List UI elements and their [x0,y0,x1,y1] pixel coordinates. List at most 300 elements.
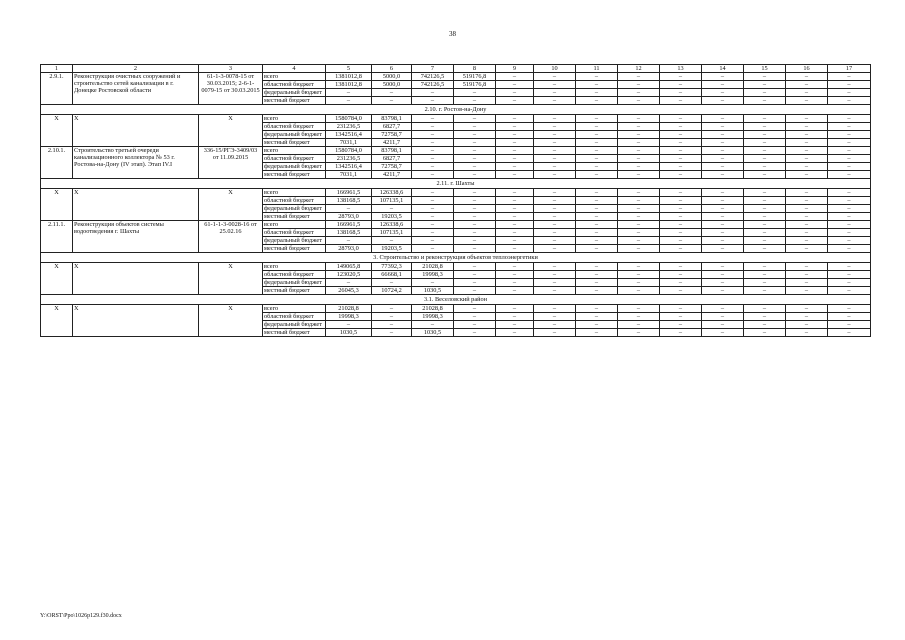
value-cell: – [660,189,702,197]
header-col-4: 4 [263,65,326,73]
value-cell: – [744,263,786,271]
value-cell: 1342516,4 [326,131,372,139]
value-cell: – [618,329,660,337]
header-col-10: 10 [534,65,576,73]
value-cell: 107135,1 [372,197,412,205]
funding-source-label: федеральный бюджет [263,279,326,287]
value-cell: – [454,97,496,105]
funding-source-label: областной бюджет [263,313,326,321]
value-cell: – [660,197,702,205]
header-col-11: 11 [576,65,618,73]
value-cell: – [702,73,744,81]
header-col-17: 17 [828,65,871,73]
value-cell: – [372,321,412,329]
value-cell: – [496,189,534,197]
value-cell: – [576,97,618,105]
item-number: 2.10.1. [41,147,73,179]
header-col-2: 2 [73,65,199,73]
value-cell: – [534,81,576,89]
value-cell: – [412,197,454,205]
value-cell: – [702,221,744,229]
value-cell: – [576,81,618,89]
value-cell: – [660,213,702,221]
value-cell: – [576,237,618,245]
header-col-9: 9 [496,65,534,73]
value-cell: – [744,313,786,321]
value-cell: – [496,171,534,179]
value-cell: – [576,171,618,179]
value-cell: – [618,221,660,229]
value-cell: 1030,5 [412,329,454,337]
value-cell: – [412,163,454,171]
item-name: X [73,115,199,147]
value-cell: – [412,189,454,197]
value-cell: – [828,221,871,229]
value-cell: 72758,7 [372,131,412,139]
value-cell: – [534,321,576,329]
value-cell: – [326,205,372,213]
value-cell: – [454,245,496,253]
value-cell: 7031,1 [326,171,372,179]
value-cell: – [744,229,786,237]
funding-source-label: областной бюджет [263,123,326,131]
funding-source-label: местный бюджет [263,245,326,253]
value-cell: – [454,89,496,97]
value-cell: – [744,329,786,337]
value-cell: 1342516,4 [326,163,372,171]
table-row [41,73,871,81]
value-cell: – [744,321,786,329]
value-cell: 4211,7 [372,171,412,179]
value-cell: – [828,81,871,89]
value-cell: – [702,163,744,171]
section-row [41,295,871,305]
value-cell: – [454,313,496,321]
value-cell: – [786,263,828,271]
value-cell: – [496,245,534,253]
value-cell: 21028,8 [412,263,454,271]
value-cell: – [828,123,871,131]
value-cell: – [454,139,496,147]
table-row [41,147,871,155]
item-number: X [41,305,73,337]
value-cell: – [744,97,786,105]
value-cell: – [828,329,871,337]
value-cell: – [786,221,828,229]
value-cell: – [786,329,828,337]
value-cell: – [412,213,454,221]
value-cell: – [412,89,454,97]
value-cell: 166961,5 [326,189,372,197]
value-cell: – [828,147,871,155]
value-cell: – [576,263,618,271]
value-cell: – [702,81,744,89]
funding-source-label: местный бюджет [263,213,326,221]
value-cell: – [744,271,786,279]
value-cell: – [576,205,618,213]
value-cell: – [786,245,828,253]
value-cell: – [576,313,618,321]
value-cell: – [576,163,618,171]
funding-source-label: местный бюджет [263,139,326,147]
value-cell: – [618,245,660,253]
value-cell: – [744,139,786,147]
value-cell: – [496,305,534,313]
value-cell: 126338,6 [372,221,412,229]
value-cell: – [744,123,786,131]
value-cell: – [828,73,871,81]
value-cell: – [454,329,496,337]
value-cell: – [412,155,454,163]
value-cell: – [660,313,702,321]
value-cell: – [786,271,828,279]
value-cell: – [702,97,744,105]
funding-source-label: федеральный бюджет [263,131,326,139]
value-cell: 83798,1 [372,115,412,123]
value-cell: – [660,205,702,213]
value-cell: – [702,313,744,321]
value-cell: – [496,81,534,89]
value-cell: – [534,115,576,123]
value-cell: – [576,131,618,139]
header-row [41,65,871,73]
value-cell: – [496,313,534,321]
value-cell: – [702,263,744,271]
page-number: 38 [449,30,456,38]
value-cell: – [496,287,534,295]
value-cell: – [412,221,454,229]
funding-source-label: всего [263,221,326,229]
value-cell: – [534,237,576,245]
value-cell: – [786,73,828,81]
value-cell: – [372,329,412,337]
value-cell: – [454,237,496,245]
value-cell: 21028,8 [412,305,454,313]
value-cell: – [454,197,496,205]
value-cell: – [534,305,576,313]
value-cell: – [786,189,828,197]
item-name: Строительство третьей очереди канализационного коллектора № 53 г. Ростова-на-Дону (IV этап). Этап IV.I [73,147,199,179]
value-cell: – [744,237,786,245]
value-cell: 28793,0 [326,213,372,221]
value-cell: – [618,321,660,329]
value-cell: – [828,263,871,271]
value-cell: – [828,115,871,123]
item-number: X [41,189,73,221]
header-col-16: 16 [786,65,828,73]
value-cell: – [496,229,534,237]
table-row [41,305,871,313]
funding-source-label: областной бюджет [263,81,326,89]
value-cell: – [534,73,576,81]
value-cell: – [660,279,702,287]
value-cell: – [660,89,702,97]
value-cell: – [326,237,372,245]
value-cell: – [534,229,576,237]
value-cell: – [534,263,576,271]
value-cell: – [454,305,496,313]
value-cell: – [660,229,702,237]
value-cell: – [496,147,534,155]
value-cell: – [412,205,454,213]
value-cell: – [454,229,496,237]
section-row [41,253,871,263]
value-cell: – [534,245,576,253]
value-cell: – [660,97,702,105]
value-cell: – [786,321,828,329]
value-cell: – [828,279,871,287]
value-cell: – [454,287,496,295]
value-cell: – [496,279,534,287]
value-cell: 6827,7 [372,155,412,163]
value-cell: – [496,123,534,131]
value-cell: – [496,271,534,279]
value-cell: – [786,237,828,245]
value-cell: – [576,123,618,131]
value-cell: – [618,189,660,197]
value-cell: – [744,131,786,139]
value-cell: – [744,197,786,205]
value-cell: – [744,171,786,179]
value-cell: 19998,3 [326,313,372,321]
value-cell: – [372,97,412,105]
value-cell: – [744,305,786,313]
value-cell: – [828,131,871,139]
funding-source-label: всего [263,305,326,313]
value-cell: – [786,313,828,321]
value-cell: – [326,321,372,329]
value-cell: – [534,131,576,139]
value-cell: – [828,163,871,171]
value-cell: – [454,213,496,221]
value-cell: – [828,197,871,205]
table-row [41,115,871,123]
value-cell: – [454,205,496,213]
header-col-5: 5 [326,65,372,73]
value-cell: – [744,163,786,171]
value-cell: – [828,89,871,97]
value-cell: – [660,123,702,131]
value-cell: – [454,163,496,171]
item-number: 2.11.1. [41,221,73,253]
header-col-12: 12 [618,65,660,73]
funding-source-label: федеральный бюджет [263,321,326,329]
value-cell: – [372,279,412,287]
item-number: 2.9.1. [41,73,73,105]
value-cell: 4211,7 [372,139,412,147]
value-cell: – [496,115,534,123]
value-cell: 26045,3 [326,287,372,295]
value-cell: – [454,263,496,271]
value-cell: – [660,221,702,229]
value-cell: – [534,163,576,171]
value-cell: – [660,139,702,147]
funding-source-label: всего [263,115,326,123]
value-cell: – [702,171,744,179]
value-cell: – [660,163,702,171]
value-cell: 19998,3 [412,271,454,279]
value-cell: 1580784,0 [326,115,372,123]
value-cell: 138168,5 [326,229,372,237]
funding-source-label: федеральный бюджет [263,237,326,245]
item-document: X [199,189,263,221]
value-cell: – [828,189,871,197]
value-cell: 149065,8 [326,263,372,271]
value-cell: – [534,139,576,147]
value-cell: – [576,305,618,313]
value-cell: – [702,245,744,253]
value-cell: 126338,6 [372,189,412,197]
value-cell: – [786,171,828,179]
value-cell: – [744,89,786,97]
value-cell: 77392,3 [372,263,412,271]
value-cell: – [660,245,702,253]
value-cell: – [412,321,454,329]
value-cell: 107135,1 [372,229,412,237]
value-cell: – [412,123,454,131]
value-cell: – [454,189,496,197]
value-cell: 1030,5 [412,287,454,295]
value-cell: – [412,115,454,123]
value-cell: – [786,287,828,295]
value-cell: – [744,287,786,295]
value-cell: – [576,189,618,197]
value-cell: – [660,73,702,81]
value-cell: – [412,147,454,155]
value-cell: – [702,139,744,147]
value-cell: – [786,131,828,139]
value-cell: 138168,5 [326,197,372,205]
item-document: X [199,263,263,295]
header-col-13: 13 [660,65,702,73]
value-cell: 1030,5 [326,329,372,337]
value-cell: – [786,123,828,131]
value-cell: – [372,205,412,213]
value-cell: – [702,329,744,337]
value-cell: – [786,213,828,221]
value-cell: – [828,271,871,279]
value-cell: – [786,155,828,163]
value-cell: – [618,305,660,313]
item-name: X [73,189,199,221]
value-cell: – [828,229,871,237]
table-row [41,221,871,229]
value-cell: – [576,139,618,147]
value-cell: – [454,115,496,123]
value-cell: – [412,171,454,179]
value-cell: – [576,279,618,287]
table-row [41,263,871,271]
value-cell: – [534,329,576,337]
value-cell: – [744,213,786,221]
value-cell: – [744,221,786,229]
value-cell: – [454,271,496,279]
value-cell: – [496,73,534,81]
value-cell: – [496,213,534,221]
item-name: Реконструкция очистных сооружений и строительство сетей канализации в г. Донецке Ростовской области [73,73,199,105]
value-cell: – [702,279,744,287]
value-cell: – [496,163,534,171]
value-cell: – [534,313,576,321]
value-cell: – [618,73,660,81]
funding-source-label: федеральный бюджет [263,163,326,171]
value-cell: 231236,5 [326,123,372,131]
value-cell: – [786,115,828,123]
section-title: 3.1. Веселовский район [41,295,871,305]
funding-source-label: областной бюджет [263,197,326,205]
value-cell: – [702,305,744,313]
funding-source-label: всего [263,263,326,271]
file-path-footer: Y:\ORST\Ppo\1026p129.f30.docx [40,613,122,619]
value-cell: – [618,81,660,89]
value-cell: – [412,131,454,139]
value-cell: – [534,147,576,155]
value-cell: – [660,81,702,89]
value-cell: 5000,0 [372,81,412,89]
value-cell: – [326,279,372,287]
value-cell: – [618,155,660,163]
header-col-15: 15 [744,65,786,73]
value-cell: – [660,305,702,313]
header-col-1: 1 [41,65,73,73]
table-row [41,189,871,197]
value-cell: 1381012,8 [326,73,372,81]
value-cell: – [454,147,496,155]
value-cell: 1381012,8 [326,81,372,89]
value-cell: – [534,189,576,197]
value-cell: – [534,271,576,279]
value-cell: – [454,131,496,139]
value-cell: – [326,97,372,105]
value-cell: 28793,0 [326,245,372,253]
value-cell: – [576,271,618,279]
value-cell: 7031,1 [326,139,372,147]
item-number: X [41,115,73,147]
item-document: 61-1-1-3-0028-16 от 25.02.16 [199,221,263,253]
value-cell: – [618,271,660,279]
value-cell: – [496,155,534,163]
value-cell: – [744,115,786,123]
value-cell: – [702,147,744,155]
value-cell: – [744,279,786,287]
value-cell: – [534,287,576,295]
value-cell: 66668,1 [372,271,412,279]
value-cell: – [744,81,786,89]
value-cell: 1580784,0 [326,147,372,155]
value-cell: – [576,221,618,229]
item-name: Реконструкция объектов системы водоотведения г. Шахты [73,221,199,253]
value-cell: – [660,287,702,295]
value-cell: – [496,205,534,213]
value-cell: – [412,97,454,105]
value-cell: – [702,115,744,123]
funding-source-label: местный бюджет [263,287,326,295]
value-cell: – [534,89,576,97]
value-cell: – [828,313,871,321]
value-cell: – [744,73,786,81]
value-cell: – [618,213,660,221]
value-cell: 231236,5 [326,155,372,163]
value-cell: – [702,213,744,221]
funding-source-label: федеральный бюджет [263,205,326,213]
value-cell: – [496,97,534,105]
value-cell: – [454,123,496,131]
value-cell: 72758,7 [372,163,412,171]
value-cell: – [496,221,534,229]
value-cell: 19998,3 [412,313,454,321]
value-cell: – [828,287,871,295]
value-cell: 519176,8 [454,81,496,89]
